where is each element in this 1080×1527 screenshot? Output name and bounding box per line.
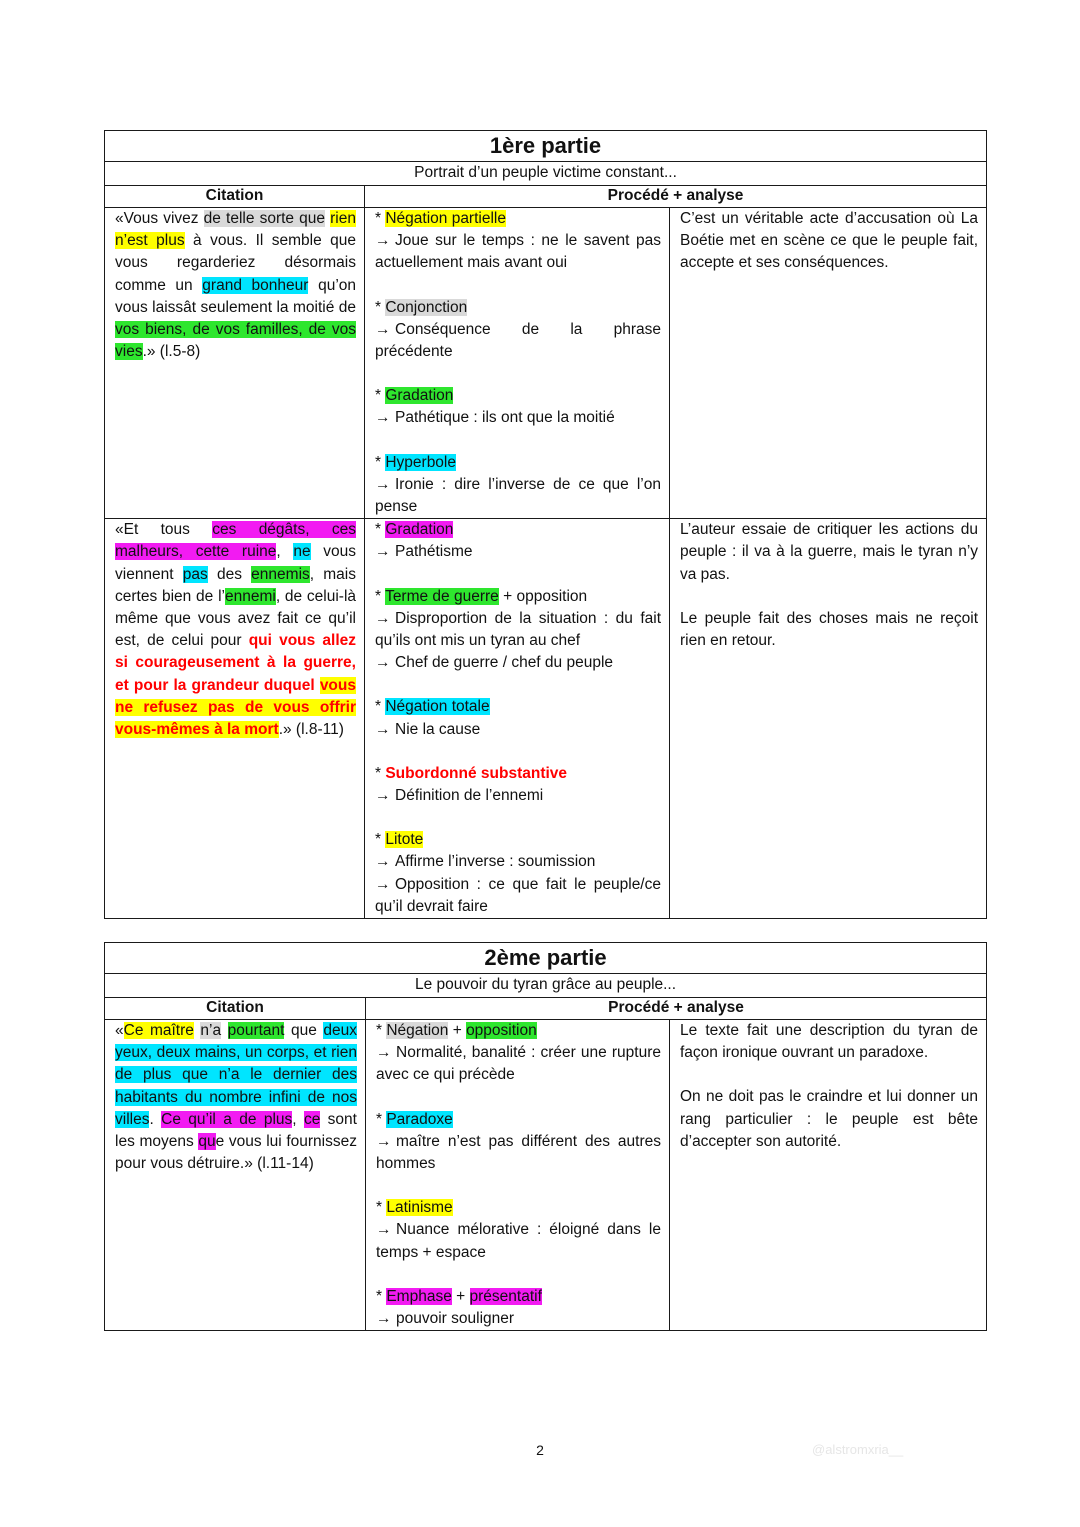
procede-label-line (375, 763, 661, 785)
procede-label-line (375, 696, 661, 718)
procede-label: Gradation (385, 387, 454, 405)
procede-label: Négation (386, 1022, 449, 1039)
analysis-line (375, 785, 661, 807)
analysis-text: Pathétique : ils ont que la moitié (395, 409, 615, 427)
analysis-text: Pathétisme (395, 543, 473, 561)
analyse-paragraph: On ne doit pas le craindre et lui donner un rang particulier : le peuple est bête d’accepter son autorité. (680, 1088, 979, 1150)
procede-label: Subordonné substantive (385, 764, 568, 782)
procede-suffix: + opposition (498, 587, 588, 605)
highlighted-quote-segment: Ce qu’il a de plus (161, 1110, 293, 1128)
procede-item (375, 297, 661, 364)
procede-label-line (376, 1197, 661, 1219)
part2-row1-procedes (366, 1020, 670, 1331)
analysis-line (376, 1131, 661, 1175)
spacer (375, 430, 661, 452)
analysis-line (375, 230, 661, 274)
part2-header-citation: Citation (105, 998, 366, 1020)
quote-text: des (207, 565, 252, 583)
arrow-icon: → (375, 609, 391, 627)
bullet-icon: * (375, 298, 386, 316)
spacer (375, 674, 661, 696)
highlighted-quote-segment: grand bonheur (202, 276, 309, 294)
spacer (680, 1064, 978, 1086)
highlighted-quote-segment: qu (198, 1133, 216, 1151)
analysis-text: Affirme l’inverse : soumission (395, 853, 596, 871)
quote-text: sont les moyens (115, 1110, 357, 1151)
bullet-icon: * (375, 587, 386, 605)
procede-suffix: + (448, 1022, 467, 1039)
analyse-paragraph: L’auteur essaie de critiquer les actions du peuple : il va à la guerre, mais le tyran n’y va pas. (680, 521, 979, 583)
part2-header-procede: Procédé + analyse (366, 998, 987, 1020)
highlighted-quote-segment: ce (303, 1110, 321, 1128)
arrow-icon: → (375, 853, 391, 871)
analyse-paragraph: Le texte fait une description du tyran de façon ironique ouvrant un paradoxe. (680, 1022, 979, 1062)
quote-text: , mais certes bien de l’ (115, 565, 356, 605)
spacer (376, 1087, 661, 1109)
part2-table (104, 942, 987, 1331)
part1-header-citation: Citation (105, 186, 365, 208)
analysis-text: pouvoir souligner (396, 1310, 515, 1328)
highlighted-quote-segment: deux yeux, deux mains, un corps, et rien de plus que n’a le dernier des habitants du nombre infini de nos villes (115, 1022, 357, 1128)
analysis-text: Chef de guerre / chef du peuple (395, 654, 614, 672)
highlighted-quote-segment: pas (182, 565, 208, 583)
arrow-icon: → (375, 720, 391, 738)
analysis-text: Disproportion de la situation : du fait qu’ils ont mis un tyran au chef (375, 609, 661, 650)
procede-label: Emphase (386, 1287, 452, 1305)
quote-text: . (149, 1110, 162, 1128)
bullet-icon: * (375, 210, 386, 227)
procede-suffix: + (451, 1287, 470, 1305)
procede-item (376, 1197, 661, 1264)
procede-label: Hyperbole (385, 453, 456, 471)
quote-text: .» (l.8-11) (278, 721, 344, 739)
part1-row1-procedes (365, 208, 670, 519)
analysis-text: maître n’est pas différent des autres hommes (376, 1132, 661, 1173)
analysis-line (375, 608, 661, 652)
procede-item (375, 385, 661, 429)
analysis-line (375, 407, 661, 429)
highlighted-quote-segment: qui vous allez si courageusement à la guerre, et pour la grandeur duquel (115, 632, 356, 694)
procede-label-line (375, 385, 661, 407)
part1-row1-analyse (670, 208, 987, 519)
part1-row2-procedes (365, 519, 670, 919)
procede-item (375, 763, 661, 807)
procede-label-line (376, 1286, 661, 1308)
procede-item (375, 519, 661, 563)
arrow-icon: → (375, 654, 391, 672)
highlighted-quote-segment: ces dégâts, ces malheurs, cette ruine (115, 521, 356, 561)
procede-label-line (375, 829, 661, 851)
spacer (375, 564, 661, 586)
bullet-icon: * (375, 521, 386, 539)
arrow-icon: → (375, 475, 391, 493)
quote-text: e vous lui fournissez pour vous détruire.» (l.11-14) (115, 1133, 357, 1173)
watermark: @alstromxria__ (812, 1442, 904, 1457)
quote-text: , de celui-là même que vous avez fait ce qu’il est, de celui pour (115, 587, 357, 650)
bullet-icon: * (376, 1199, 387, 1217)
analysis-text: Opposition : ce que fait le peuple/ce qu’il devrait faire (375, 875, 661, 915)
procede-label-line (376, 1109, 661, 1131)
quote-text: «Vous vivez (115, 210, 204, 227)
part1-title: 1ère partie (105, 131, 987, 162)
analysis-line (375, 719, 661, 741)
analyse-paragraph: Le peuple fait des choses mais ne reçoit rien en retour. (680, 609, 979, 650)
quote-text (221, 1022, 228, 1039)
highlighted-quote-segment: vos biens, de vos familles, de vos vies (115, 321, 356, 361)
analysis-line (375, 474, 661, 518)
procede-label: Latinisme (386, 1199, 453, 1217)
procede-label-line (375, 297, 661, 319)
arrow-icon: → (375, 787, 391, 805)
quote-text: que (284, 1022, 324, 1039)
bullet-icon: * (375, 831, 386, 849)
analysis-text: Ironie : dire l’inverse de ce que l’on pense (375, 475, 661, 516)
part1-row2-analyse (670, 519, 987, 919)
procede-label: Gradation (385, 521, 454, 539)
procede-item (375, 586, 661, 675)
part1-row1-citation (105, 208, 365, 519)
procede-label: Négation partielle (385, 210, 506, 227)
quote-text: à vous. Il semble que vous regarderiez désormais comme un (115, 232, 356, 294)
bullet-icon: * (376, 1287, 387, 1305)
procede-label: Terme de guerre (385, 587, 499, 605)
bullet-icon: * (376, 1022, 387, 1039)
highlighted-quote-segment: ennemis (251, 565, 310, 583)
highlighted-quote-segment: de telle sorte que (203, 210, 326, 227)
highlighted-quote-segment: n’a (200, 1022, 222, 1039)
analysis-text: Définition de l’ennemi (395, 787, 544, 805)
arrow-icon: → (375, 320, 391, 338)
highlighted-quote-segment: Ce maître (123, 1022, 194, 1039)
arrow-icon: → (376, 1132, 392, 1150)
quote-text: , (292, 1110, 304, 1128)
analysis-text: Joue sur le temps : ne le savent pas actuellement mais avant oui (375, 232, 661, 272)
part1-table (104, 130, 987, 919)
bullet-icon: * (375, 387, 386, 405)
spacer (375, 363, 661, 385)
part2-title: 2ème partie (105, 943, 987, 974)
highlighted-quote-segment: ne (293, 543, 311, 561)
highlighted-quote-segment: pourtant (227, 1022, 285, 1039)
procede-item (375, 452, 661, 519)
procede-label: opposition (466, 1022, 537, 1039)
part2-row1-citation (105, 1020, 366, 1331)
part1-row2-citation (105, 519, 365, 919)
spacer (680, 586, 978, 608)
quote-text: « (115, 1022, 124, 1039)
procede-label-line (375, 586, 661, 608)
procede-label-line (375, 208, 661, 230)
quote-text: , (276, 543, 294, 561)
arrow-icon: → (375, 875, 391, 893)
part1-header-procede: Procédé + analyse (365, 186, 987, 208)
analysis-line (375, 874, 661, 918)
procede-label-line (376, 1020, 661, 1042)
analysis-line (375, 319, 661, 363)
bullet-icon: * (376, 1110, 387, 1128)
arrow-icon: → (375, 543, 391, 561)
spacer (376, 1175, 661, 1197)
quote-text: «Et tous (115, 521, 213, 539)
analysis-text: Normalité, banalité : créer une rupture avec ce qui précède (376, 1044, 661, 1084)
quote-text: vous viennent (115, 543, 356, 583)
spacer (375, 275, 661, 297)
procede-item (375, 208, 661, 275)
procede-label: Conjonction (385, 298, 468, 316)
analysis-line (376, 1219, 661, 1263)
spacer (375, 807, 661, 829)
part2-subtitle: Le pouvoir du tyran grâce au peuple... (105, 974, 987, 998)
arrow-icon: → (375, 232, 391, 250)
procede-label: Négation totale (385, 698, 490, 716)
bullet-icon: * (375, 453, 386, 471)
arrow-icon: → (376, 1044, 392, 1062)
analysis-text: Nie la cause (395, 720, 481, 738)
part2-row1-analyse (670, 1020, 987, 1331)
procede-label: présentatif (469, 1287, 542, 1305)
spacer (375, 741, 661, 763)
procede-label-line (375, 519, 661, 541)
procede-item (376, 1286, 661, 1330)
quote-text: .» (l.5-8) (142, 343, 201, 361)
arrow-icon: → (375, 409, 391, 427)
spacer (376, 1264, 661, 1286)
analysis-text: Nuance mélorative : éloigné dans le temps + espace (376, 1221, 661, 1261)
arrow-icon: → (376, 1310, 392, 1328)
analysis-text: Conséquence de la phrase précédente (375, 320, 661, 361)
bullet-icon: * (375, 698, 386, 716)
analyse-paragraph: C’est un véritable acte d’accusation où La Boétie met en scène ce que le peuple fait, accepte et ses conséquences. (680, 210, 979, 272)
procede-item (375, 696, 661, 740)
procede-item (376, 1109, 661, 1176)
analysis-line (376, 1308, 661, 1330)
procede-item (376, 1020, 661, 1087)
highlighted-quote-segment: ennemi (224, 587, 276, 605)
procede-label: Litote (385, 831, 424, 849)
procede-item (375, 829, 661, 918)
analysis-line (375, 541, 661, 563)
analysis-line (375, 652, 661, 674)
highlighted-quote-segment: rien n’est plus (115, 210, 356, 250)
part1-subtitle: Portrait d’un peuple victime constant... (105, 162, 987, 186)
arrow-icon: → (376, 1221, 392, 1239)
procede-label-line (375, 452, 661, 474)
page-number: 2 (536, 1442, 544, 1458)
analysis-line (376, 1042, 661, 1086)
bullet-icon: * (375, 764, 386, 782)
analysis-line (375, 851, 661, 873)
highlighted-quote-segment: vous ne refusez pas de vous offrir vous-mêmes à la mort (115, 676, 356, 739)
quote-text: qu’on vous laissât seulement la moitié de (115, 276, 356, 316)
procede-label: Paradoxe (386, 1110, 453, 1128)
